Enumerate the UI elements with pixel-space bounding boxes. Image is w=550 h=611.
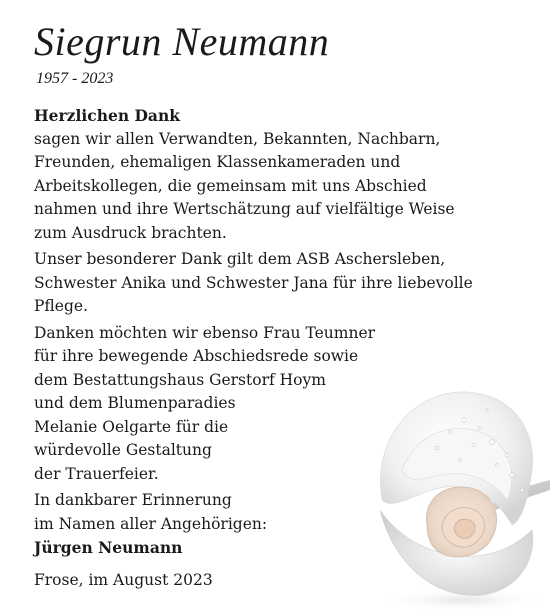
life-dates: 1957 - 2023 bbox=[36, 70, 114, 87]
body-line: Melanie Oelgarte für die bbox=[34, 417, 229, 436]
body-line: Freunden, ehemaligen Klassenkameraden und bbox=[34, 153, 401, 171]
body-line: sagen wir allen Verwandten, Bekannten, Nachbarn, bbox=[34, 129, 441, 148]
body-line: dem Bestattungshaus Gerstorf Hoym bbox=[34, 370, 326, 389]
body-line: würdevolle Gestaltung bbox=[34, 441, 212, 459]
body-line: Schwester Anika und Schwester Jana für ihre liebevolle bbox=[34, 273, 473, 292]
place-and-date: Frose, im August 2023 bbox=[34, 571, 213, 589]
signature: Jürgen Neumann bbox=[34, 538, 183, 557]
body-line: Danken möchten wir ebenso Frau Teumner bbox=[34, 323, 376, 342]
body-line: für ihre bewegende Abschiedsrede sowie bbox=[34, 347, 359, 365]
body-line: Unser besonderer Dank gilt dem ASB Aschersleben, bbox=[34, 250, 446, 268]
body-line: und dem Blumenparadies bbox=[34, 394, 236, 412]
body-line: nahmen und ihre Wertschätzung auf vielfältige Weise bbox=[34, 200, 455, 218]
body-line: Arbeitskollegen, die gemeinsam mit uns Abschied bbox=[34, 176, 427, 195]
greeting-heading: Herzlichen Dank bbox=[34, 106, 180, 125]
body-line: Pflege. bbox=[34, 297, 88, 315]
closing-line: im Namen aller Angehörigen: bbox=[34, 514, 268, 533]
body-line: zum Ausdruck brachten. bbox=[34, 223, 227, 242]
notice-body bbox=[34, 104, 534, 563]
body-line: der Trauerfeier. bbox=[34, 464, 159, 483]
deceased-name: Siegrun Neumann bbox=[34, 19, 330, 64]
closing-line: In dankbarer Erinnerung bbox=[34, 491, 232, 509]
